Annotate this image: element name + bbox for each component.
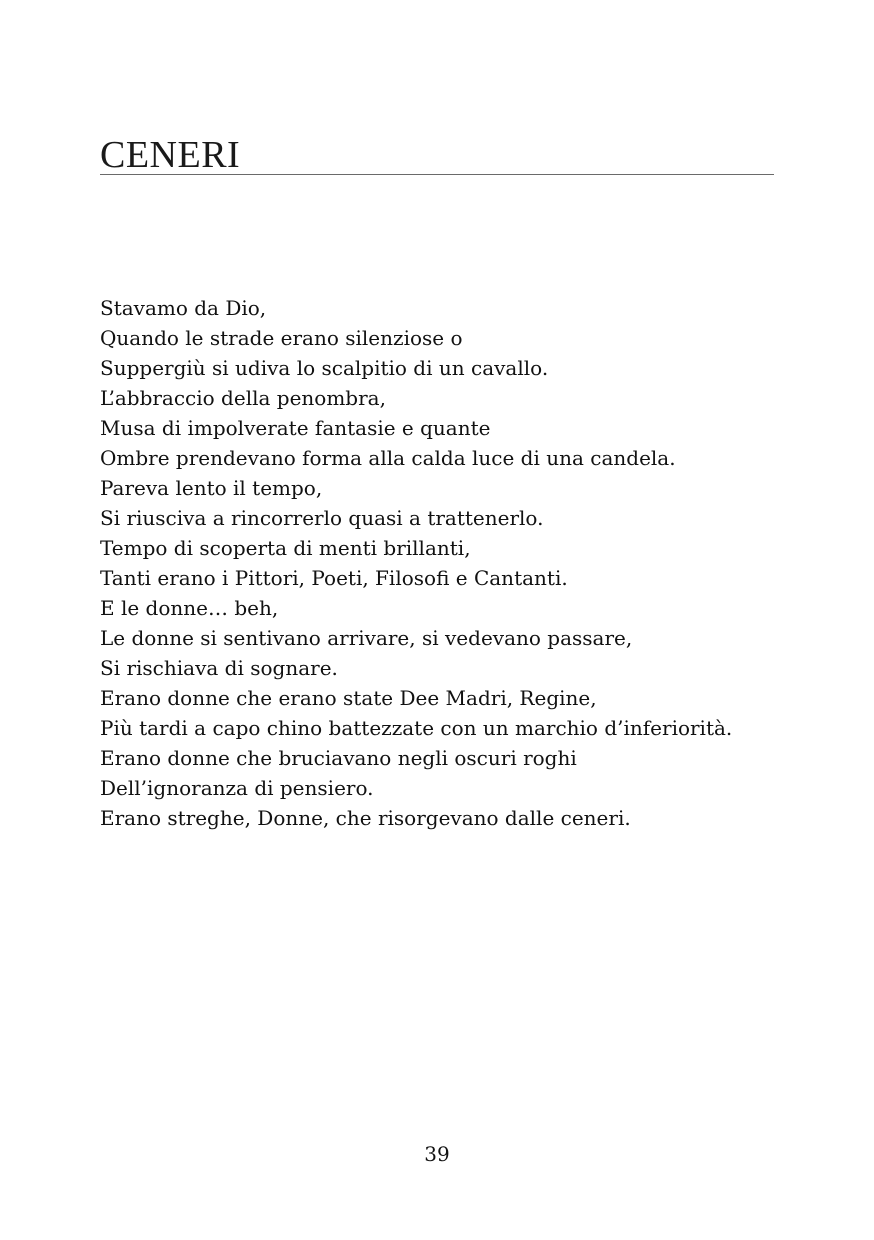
poem-line: Ombre prendevano forma alla calda luce di una candela. [100,446,676,470]
poem-line: Più tardi a capo chino battezzate con un marchio d’inferiorità. [100,716,733,740]
title-underline [100,174,774,175]
poem-line: Quando le strade erano silenziose o [100,326,463,350]
poem-line: Le donne si sentivano arrivare, si vedevano passare, [100,626,633,650]
page-number: 39 [424,1142,450,1166]
poem-line: L’abbraccio della penombra, [100,386,386,410]
poem-line: Suppergiù si udiva lo scalpitio di un cavallo. [100,356,549,380]
poem-line: Tanti erano i Pittori, Poeti, Filosofi e Cantanti. [100,566,568,590]
poem-line: Tempo di scoperta di menti brillanti, [100,536,471,560]
poem-line: Musa di impolverate fantasie e quante [100,416,491,440]
poem-line: Stavamo da Dio, [100,296,267,320]
poem-line: Erano donne che bruciavano negli oscuri roghi [100,746,577,770]
poem-line: Si riusciva a rincorrerlo quasi a trattenerlo. [100,506,544,530]
page-title: CENERI [100,134,241,176]
poem-line: Erano donne che erano state Dee Madri, Regine, [100,686,597,710]
poem-body [100,293,732,833]
poem-line: Erano streghe, Donne, che risorgevano dalle ceneri. [100,806,631,830]
poem-line: Dell’ignoranza di pensiero. [100,776,374,800]
poem-line: E le donne… beh, [100,596,279,620]
poem-line: Si rischiava di sognare. [100,656,338,680]
poem-line: Pareva lento il tempo, [100,476,323,500]
